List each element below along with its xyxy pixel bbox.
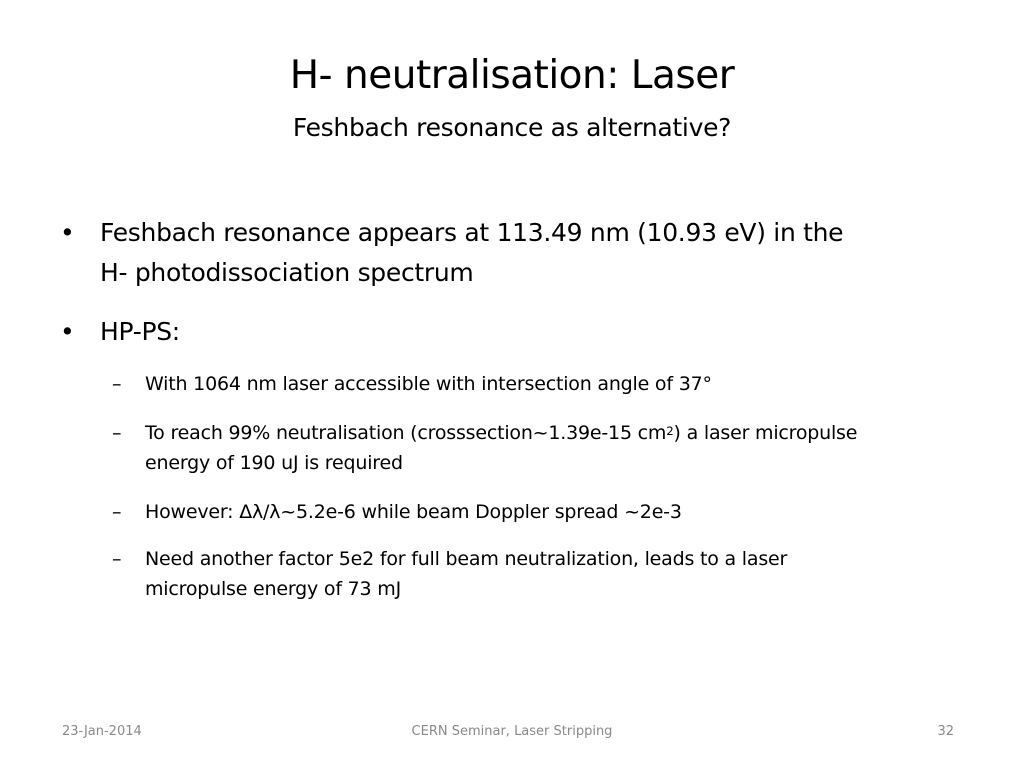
bullet-text-line: H- photodissociation spectrum <box>100 258 474 287</box>
subbullet-item <box>112 369 945 399</box>
bullet-marker: • <box>60 317 75 346</box>
subbullet-text-line: However: Δλ/λ~5.2e-6 while beam Doppler spread ~2e-3 <box>145 501 682 523</box>
footer-date: 23-Jan-2014 <box>62 724 142 739</box>
subbullet-marker: – <box>112 422 122 444</box>
slide-subtitle: Feshbach resonance as alternative? <box>292 113 732 142</box>
subbullet-marker: – <box>112 548 122 570</box>
superscript: 2 <box>666 424 674 439</box>
bullet-text-line: HP-PS: <box>100 317 180 346</box>
bullet-marker: • <box>60 218 75 247</box>
bullet-item <box>60 213 960 293</box>
subbullet-text-line: Need another factor 5e2 for full beam neutralization, leads to a laser <box>145 548 788 570</box>
subbullet-text-line <box>145 418 945 448</box>
subbullet-text-line: micropulse energy of 73 mJ <box>145 578 401 600</box>
subbullet-marker: – <box>112 501 122 523</box>
slide-number: 32 <box>937 724 954 739</box>
bullet-text-line: Feshbach resonance appears at 113.49 nm (10.93 eV) in the <box>100 218 844 247</box>
bullet-item <box>60 312 960 352</box>
subbullet-text: To reach 99% neutralisation (crosssection~1.39e-15 cm <box>145 422 667 444</box>
footer-title: CERN Seminar, Laser Stripping <box>411 724 613 739</box>
subbullet-item <box>112 497 945 527</box>
subbullet-marker: – <box>112 373 122 395</box>
subbullet-text: ) a laser micropulse <box>673 422 858 444</box>
subbullet-item <box>112 544 945 604</box>
subbullet-text-line: energy of 190 uJ is required <box>145 452 403 474</box>
subbullet-text-line: With 1064 nm laser accessible with intersection angle of 37° <box>145 373 712 395</box>
slide-title: H- neutralisation: Laser <box>289 53 735 98</box>
subbullet-item <box>112 418 945 478</box>
